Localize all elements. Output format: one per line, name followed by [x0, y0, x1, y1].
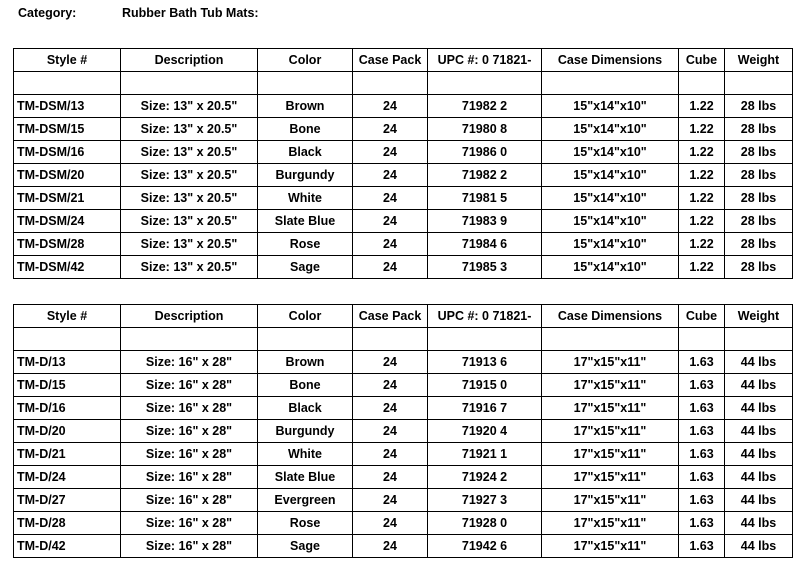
upc-cell: 71913 6: [428, 351, 542, 374]
description-cell: Size: 13" x 20.5": [121, 95, 258, 118]
case-dimensions-cell: 17"x15"x11": [542, 466, 679, 489]
case-dimensions-cell: 17"x15"x11": [542, 535, 679, 558]
weight-cell: 44 lbs: [725, 535, 793, 558]
case-dimensions-cell: 15"x14"x10": [542, 95, 679, 118]
color-cell: Slate Blue: [258, 210, 353, 233]
style-cell: TM-D/20: [14, 420, 121, 443]
color-cell: Sage: [258, 256, 353, 279]
upc-cell: 71981 5: [428, 187, 542, 210]
table-row: [14, 466, 793, 489]
case-pack-cell: 24: [353, 141, 428, 164]
cube-cell: 1.22: [679, 95, 725, 118]
weight-cell: 28 lbs: [725, 210, 793, 233]
description-cell: Size: 16" x 28": [121, 443, 258, 466]
style-cell: TM-DSM/16: [14, 141, 121, 164]
upc-cell: 71984 6: [428, 233, 542, 256]
blank-cell: [258, 328, 353, 351]
description-cell: Size: 16" x 28": [121, 420, 258, 443]
style-cell: TM-D/16: [14, 397, 121, 420]
color-cell: Slate Blue: [258, 466, 353, 489]
cube-cell: 1.22: [679, 187, 725, 210]
description-cell: Size: 13" x 20.5": [121, 164, 258, 187]
description-cell: Size: 13" x 20.5": [121, 187, 258, 210]
col-header-case-pack: Case Pack: [353, 49, 428, 72]
weight-cell: 44 lbs: [725, 512, 793, 535]
cube-cell: 1.63: [679, 443, 725, 466]
style-cell: TM-DSM/15: [14, 118, 121, 141]
blank-cell: [121, 72, 258, 95]
case-pack-cell: 24: [353, 420, 428, 443]
col-header-cube: Cube: [679, 49, 725, 72]
table-row: [14, 164, 793, 187]
case-pack-cell: 24: [353, 256, 428, 279]
blank-cell: [258, 72, 353, 95]
weight-cell: 28 lbs: [725, 95, 793, 118]
table-row: [14, 118, 793, 141]
upc-cell: 71921 1: [428, 443, 542, 466]
blank-cell: [353, 72, 428, 95]
description-cell: Size: 16" x 28": [121, 489, 258, 512]
color-cell: Black: [258, 141, 353, 164]
upc-cell: 71927 3: [428, 489, 542, 512]
style-cell: TM-DSM/28: [14, 233, 121, 256]
weight-cell: 28 lbs: [725, 233, 793, 256]
case-pack-cell: 24: [353, 351, 428, 374]
case-pack-cell: 24: [353, 443, 428, 466]
category-label: Category:: [18, 6, 77, 20]
category-header: [18, 6, 259, 20]
style-cell: TM-D/13: [14, 351, 121, 374]
table-header-row: [14, 305, 793, 328]
table-row: [14, 256, 793, 279]
upc-cell: 71983 9: [428, 210, 542, 233]
color-cell: Bone: [258, 118, 353, 141]
description-cell: Size: 16" x 28": [121, 374, 258, 397]
color-cell: Sage: [258, 535, 353, 558]
blank-row: [14, 72, 793, 95]
cube-cell: 1.22: [679, 210, 725, 233]
style-cell: TM-D/15: [14, 374, 121, 397]
blank-cell: [121, 328, 258, 351]
cube-cell: 1.22: [679, 118, 725, 141]
table-row: [14, 512, 793, 535]
blank-cell: [428, 328, 542, 351]
weight-cell: 28 lbs: [725, 256, 793, 279]
col-header-upc: UPC #: 0 71821-: [428, 305, 542, 328]
case-pack-cell: 24: [353, 210, 428, 233]
cube-cell: 1.22: [679, 164, 725, 187]
table-header-row: [14, 49, 793, 72]
case-dimensions-cell: 15"x14"x10": [542, 118, 679, 141]
case-dimensions-cell: 15"x14"x10": [542, 187, 679, 210]
cube-cell: 1.22: [679, 141, 725, 164]
case-pack-cell: 24: [353, 233, 428, 256]
upc-cell: 71982 2: [428, 164, 542, 187]
blank-cell: [14, 72, 121, 95]
case-dimensions-cell: 15"x14"x10": [542, 141, 679, 164]
table-body: [14, 351, 793, 558]
weight-cell: 44 lbs: [725, 420, 793, 443]
case-pack-cell: 24: [353, 535, 428, 558]
case-dimensions-cell: 17"x15"x11": [542, 397, 679, 420]
case-pack-cell: 24: [353, 374, 428, 397]
style-cell: TM-DSM/20: [14, 164, 121, 187]
table-row: [14, 141, 793, 164]
case-dimensions-cell: 17"x15"x11": [542, 443, 679, 466]
blank-cell: [679, 328, 725, 351]
blank-cell: [353, 328, 428, 351]
case-pack-cell: 24: [353, 397, 428, 420]
upc-cell: 71982 2: [428, 95, 542, 118]
style-cell: TM-DSM/21: [14, 187, 121, 210]
upc-cell: 71920 4: [428, 420, 542, 443]
color-cell: Bone: [258, 374, 353, 397]
style-cell: TM-DSM/24: [14, 210, 121, 233]
cube-cell: 1.22: [679, 256, 725, 279]
case-dimensions-cell: 15"x14"x10": [542, 164, 679, 187]
weight-cell: 44 lbs: [725, 397, 793, 420]
color-cell: Rose: [258, 233, 353, 256]
col-header-case-dimensions: Case Dimensions: [542, 49, 679, 72]
product-table-dsm: [13, 48, 793, 279]
description-cell: Size: 13" x 20.5": [121, 118, 258, 141]
weight-cell: 44 lbs: [725, 443, 793, 466]
case-dimensions-cell: 17"x15"x11": [542, 420, 679, 443]
description-cell: Size: 16" x 28": [121, 351, 258, 374]
description-cell: Size: 13" x 20.5": [121, 233, 258, 256]
cube-cell: 1.63: [679, 351, 725, 374]
color-cell: Brown: [258, 95, 353, 118]
description-cell: Size: 16" x 28": [121, 535, 258, 558]
case-pack-cell: 24: [353, 95, 428, 118]
description-cell: Size: 13" x 20.5": [121, 141, 258, 164]
weight-cell: 44 lbs: [725, 351, 793, 374]
col-header-weight: Weight: [725, 305, 793, 328]
col-header-color: Color: [258, 305, 353, 328]
color-cell: Brown: [258, 351, 353, 374]
table-row: [14, 374, 793, 397]
upc-cell: 71916 7: [428, 397, 542, 420]
case-dimensions-cell: 17"x15"x11": [542, 351, 679, 374]
cube-cell: 1.63: [679, 374, 725, 397]
case-pack-cell: 24: [353, 187, 428, 210]
table-row: [14, 420, 793, 443]
case-pack-cell: 24: [353, 118, 428, 141]
style-cell: TM-D/42: [14, 535, 121, 558]
weight-cell: 44 lbs: [725, 466, 793, 489]
description-cell: Size: 16" x 28": [121, 512, 258, 535]
table-row: [14, 351, 793, 374]
blank-cell: [679, 72, 725, 95]
color-cell: Burgundy: [258, 164, 353, 187]
table-row: [14, 443, 793, 466]
col-header-upc: UPC #: 0 71821-: [428, 49, 542, 72]
case-dimensions-cell: 15"x14"x10": [542, 233, 679, 256]
blank-row: [14, 328, 793, 351]
style-cell: TM-D/28: [14, 512, 121, 535]
col-header-color: Color: [258, 49, 353, 72]
style-cell: TM-D/21: [14, 443, 121, 466]
description-cell: Size: 13" x 20.5": [121, 256, 258, 279]
table-body: [14, 95, 793, 279]
case-dimensions-cell: 17"x15"x11": [542, 489, 679, 512]
upc-cell: 71986 0: [428, 141, 542, 164]
color-cell: Evergreen: [258, 489, 353, 512]
style-cell: TM-D/24: [14, 466, 121, 489]
weight-cell: 28 lbs: [725, 141, 793, 164]
category-value: Rubber Bath Tub Mats:: [122, 6, 259, 20]
cube-cell: 1.63: [679, 489, 725, 512]
description-cell: Size: 16" x 28": [121, 397, 258, 420]
case-dimensions-cell: 15"x14"x10": [542, 210, 679, 233]
style-cell: TM-DSM/42: [14, 256, 121, 279]
cube-cell: 1.63: [679, 420, 725, 443]
upc-cell: 71980 8: [428, 118, 542, 141]
col-header-style: Style #: [14, 305, 121, 328]
blank-cell: [725, 328, 793, 351]
weight-cell: 44 lbs: [725, 489, 793, 512]
cube-cell: 1.63: [679, 535, 725, 558]
table-row: [14, 397, 793, 420]
col-header-case-dimensions: Case Dimensions: [542, 305, 679, 328]
cube-cell: 1.63: [679, 397, 725, 420]
blank-cell: [725, 72, 793, 95]
col-header-description: Description: [121, 49, 258, 72]
col-header-cube: Cube: [679, 305, 725, 328]
color-cell: Black: [258, 397, 353, 420]
upc-cell: 71942 6: [428, 535, 542, 558]
style-cell: TM-DSM/13: [14, 95, 121, 118]
col-header-description: Description: [121, 305, 258, 328]
table-row: [14, 187, 793, 210]
description-cell: Size: 13" x 20.5": [121, 210, 258, 233]
product-table-d: [13, 304, 793, 558]
table-row: [14, 489, 793, 512]
case-pack-cell: 24: [353, 512, 428, 535]
color-cell: Burgundy: [258, 420, 353, 443]
table-row: [14, 233, 793, 256]
cube-cell: 1.63: [679, 466, 725, 489]
case-dimensions-cell: 17"x15"x11": [542, 374, 679, 397]
description-cell: Size: 16" x 28": [121, 466, 258, 489]
upc-cell: 71928 0: [428, 512, 542, 535]
cube-cell: 1.22: [679, 233, 725, 256]
col-header-weight: Weight: [725, 49, 793, 72]
col-header-case-pack: Case Pack: [353, 305, 428, 328]
table-row: [14, 210, 793, 233]
weight-cell: 28 lbs: [725, 187, 793, 210]
case-pack-cell: 24: [353, 489, 428, 512]
case-pack-cell: 24: [353, 164, 428, 187]
upc-cell: 71924 2: [428, 466, 542, 489]
cube-cell: 1.63: [679, 512, 725, 535]
case-pack-cell: 24: [353, 466, 428, 489]
color-cell: White: [258, 443, 353, 466]
blank-cell: [14, 328, 121, 351]
style-cell: TM-D/27: [14, 489, 121, 512]
color-cell: White: [258, 187, 353, 210]
color-cell: Rose: [258, 512, 353, 535]
case-dimensions-cell: 17"x15"x11": [542, 512, 679, 535]
upc-cell: 71985 3: [428, 256, 542, 279]
blank-cell: [428, 72, 542, 95]
weight-cell: 28 lbs: [725, 118, 793, 141]
case-dimensions-cell: 15"x14"x10": [542, 256, 679, 279]
table-row: [14, 535, 793, 558]
weight-cell: 28 lbs: [725, 164, 793, 187]
upc-cell: 71915 0: [428, 374, 542, 397]
col-header-style: Style #: [14, 49, 121, 72]
table-row: [14, 95, 793, 118]
blank-cell: [542, 328, 679, 351]
blank-cell: [542, 72, 679, 95]
weight-cell: 44 lbs: [725, 374, 793, 397]
